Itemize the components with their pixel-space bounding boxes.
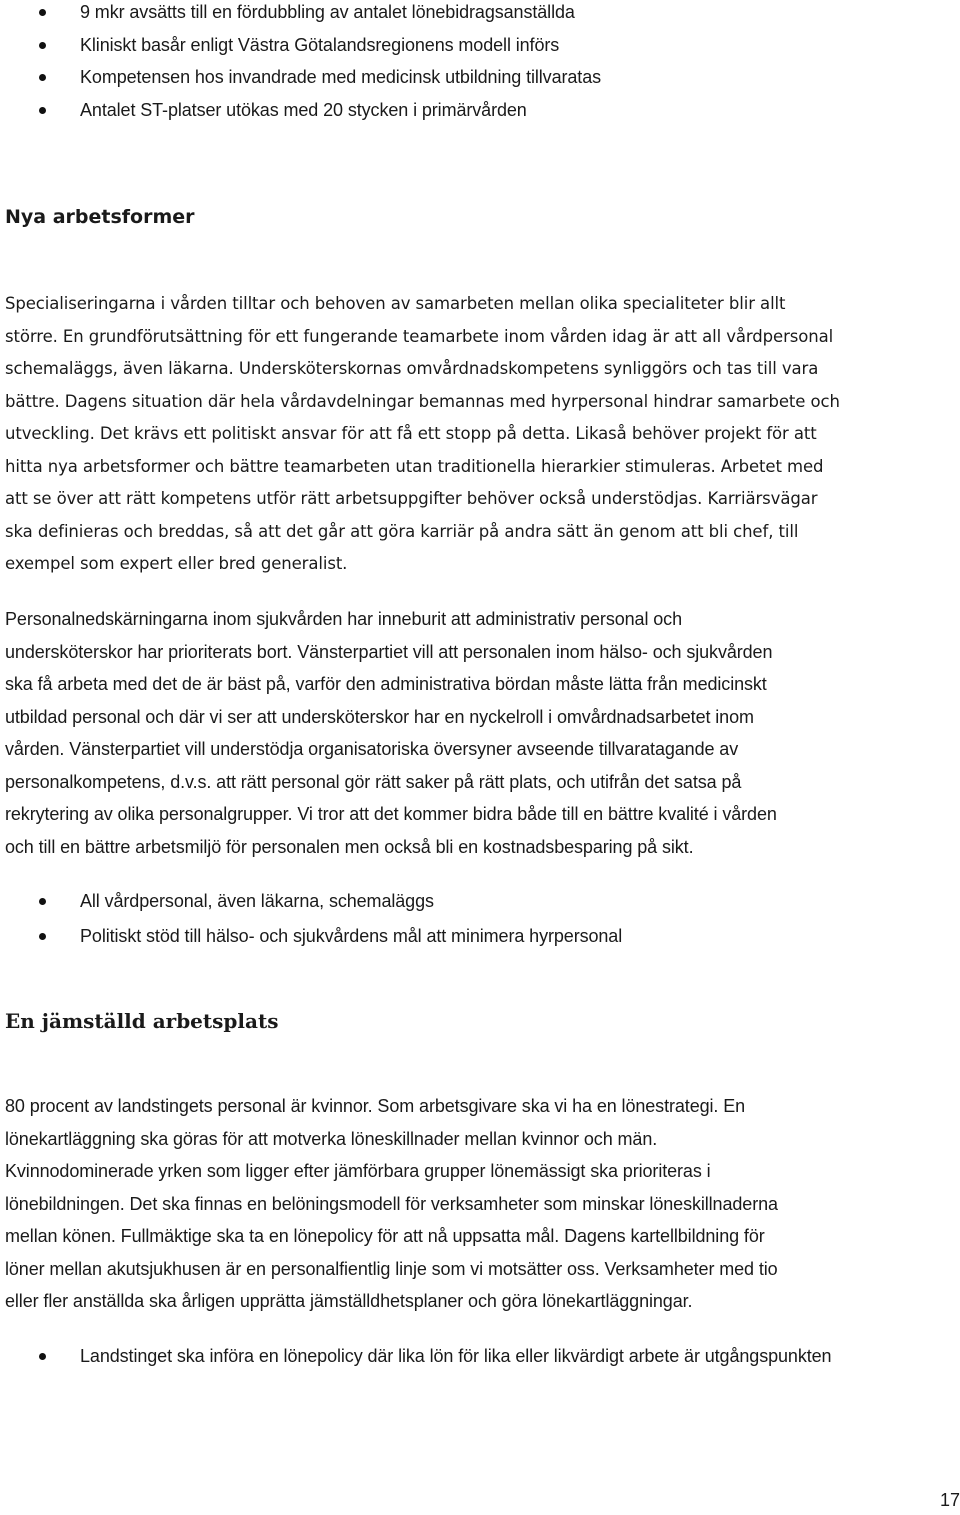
paragraph-line: utbildad personal och där vi ser att undersköterskor har en nyckelroll i omvårdnadsarbetet inom <box>5 706 754 727</box>
section-heading-new-work: Nya arbetsformer <box>5 206 195 228</box>
list-item <box>0 1340 840 1373</box>
paragraph-line: hitta nya arbetsformer och bättre teamarbeten utan traditionella hierarkier stimuleras. Arbetet med <box>5 456 824 476</box>
page-number: 17 <box>939 1490 960 1510</box>
paragraph-line: bättre. Dagens situation där hela vårdavdelningar bemannas med hyrpersonal hindrar samarbete och <box>5 391 840 411</box>
paragraph-line: Kvinnodominerade yrken som ligger efter jämförbara grupper lönemässigt ska prioriteras i <box>5 1161 711 1181</box>
paragraph-line: vården. Vänsterpartiet vill understödja organisatoriska översyner avseende tillvaratagande av <box>5 739 739 759</box>
paragraph-line: eller fler anställda ska årligen upprätta jämställdhetsplaner och göra lönekartläggningar. <box>5 1291 693 1311</box>
list-item <box>0 61 960 94</box>
paragraph-line: 80 procent av landstingets personal är kvinnor. Som arbetsgivare ska vi ha en lönestrategi. En <box>5 1096 746 1116</box>
bullet-icon <box>39 42 46 49</box>
list-item <box>0 29 960 62</box>
paragraph-line: lönebildningen. Det ska finnas en belöningsmodell för verksamheter som minskar löneskillnaderna <box>5 1193 778 1214</box>
paragraph-line: ska definieras och breddas, så att det går att göra karriär på andra sätt än genom att bli chef, till <box>5 521 799 541</box>
bullet-icon <box>39 74 46 81</box>
new-work-bullet-list <box>0 885 960 952</box>
paragraph-line: löner mellan akutsjukhusen är en personalfientlig linje som vi motsätter oss. Verksamheter med tio <box>5 1258 778 1279</box>
list-item-text: Kliniskt basår enligt Västra Götalandsregionens modell införs <box>80 34 560 55</box>
paragraph-new-work-2 <box>5 603 960 863</box>
bullet-icon <box>39 1353 46 1360</box>
paragraph-line: mellan könen. Fullmäktige ska ta en lönepolicy för att nå uppsatta mål. Dagens kartellbildning för <box>5 1226 765 1246</box>
paragraph-line: personalkompetens, d.v.s. att rätt personal gör rätt saker på rätt plats, och utifrån det satsa på <box>5 771 742 792</box>
list-item-text: Kompetensen hos invandrade med medicinsk utbildning tillvaratas <box>80 67 602 87</box>
paragraph-line: schemaläggs, även läkarna. Undersköterskornas omvårdnadskompetens synliggörs och tas till vara <box>5 359 819 378</box>
paragraph-line: större. En grundförutsättning för ett fungerande teamarbete inom vården idag är att all vårdpersonal <box>5 326 834 346</box>
paragraph-line: utveckling. Det krävs ett politiskt ansvar för att få ett stopp på detta. Likaså behöver projekt för att <box>5 424 817 443</box>
list-item <box>0 920 960 953</box>
paragraph-line: rekrytering av olika personalgrupper. Vi tror att det kommer bidra både till en bättre kvalité i vården <box>5 804 777 824</box>
list-item-text: All vårdpersonal, även läkarna, schemaläggs <box>80 891 434 911</box>
paragraph-line: Specialiseringarna i vården tilltar och behoven av samarbeten mellan olika specialiteter blir allt <box>5 294 786 313</box>
list-item-text: 9 mkr avsätts till en fördubbling av antalet lönebidragsanställda <box>80 2 575 22</box>
list-item <box>0 94 960 127</box>
list-item-text: Landstinget ska införa en lönepolicy där lika lön för lika eller likvärdigt arbete är utgångspunkten <box>80 1346 832 1366</box>
list-item-text: Antalet ST-platser utökas med 20 stycken i primärvården <box>80 99 527 120</box>
paragraph-new-work-1 <box>5 288 960 581</box>
bullet-icon <box>39 898 46 905</box>
list-item <box>0 885 960 918</box>
paragraph-line: undersköterskor har prioriterats bort. Vänsterpartiet vill att personalen inom hälso- och sjukvården <box>5 641 773 662</box>
list-item <box>0 0 960 29</box>
bullet-icon <box>39 933 46 940</box>
paragraph-line: lönekartläggning ska göras för att motverka löneskillnader mellan kvinnor och män. <box>5 1128 658 1149</box>
paragraph-line: exempel som expert eller bred generalist. <box>5 554 348 573</box>
bullet-icon <box>39 9 46 16</box>
equal-workplace-bullet-list <box>0 1340 960 1373</box>
paragraph-equal-workplace <box>5 1090 960 1318</box>
bullet-icon <box>39 107 46 114</box>
list-item-text: Politiskt stöd till hälso- och sjukvårdens mål att minimera hyrpersonal <box>80 925 623 946</box>
top-bullet-list <box>0 0 960 126</box>
paragraph-line: att se över att rätt kompetens utför rätt arbetsuppgifter behöver också understödjas. Karriärsvägar <box>5 489 818 508</box>
paragraph-line: ska få arbeta med det de är bäst på, varför den administrativa bördan måste lätta från medicinskt <box>5 674 767 694</box>
section-heading-equal-workplace: En jämställd arbetsplats <box>5 1009 279 1033</box>
paragraph-line: Personalnedskärningarna inom sjukvården har inneburit att administrativ personal och <box>5 609 682 629</box>
paragraph-line: och till en bättre arbetsmiljö för personalen men också bli en kostnadsbesparing på sikt. <box>5 836 694 857</box>
